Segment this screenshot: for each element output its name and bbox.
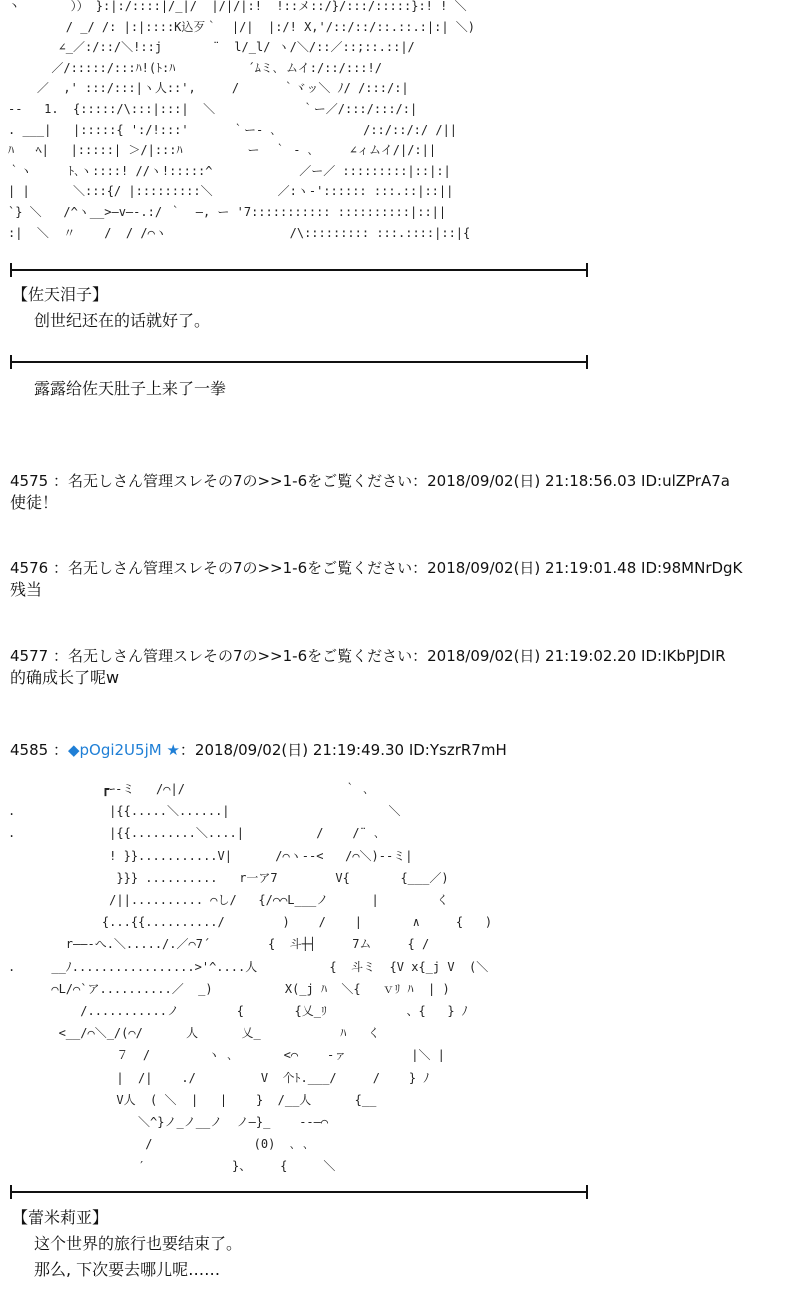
trip-code: ◆pOgi2U5jM ★	[67, 741, 180, 759]
ascii-art-line: / (0) ､ ､	[8, 1137, 309, 1152]
post-header: 4576 ：名无しさん管理スレその7の>>1-6をご覧ください：2018/09/02(日) 21:19:01.48 ID:98MNrDgK	[10, 559, 743, 577]
post-header-4585	[10, 740, 507, 760]
ascii-art-line: ＼^}ノ_ノ__ノ ノ―}_ --―⌒	[8, 1115, 329, 1130]
ascii-art-line: ｀ヽ ﾄ､ヽ::::! //ヽ!:::::^ ／ー／ :::::::::|::|:|	[8, 163, 451, 178]
ascii-art-line: ／/:::::/:::ﾊ!(ﾄ:ﾊ ´ﾑミ､ ムイ:/::/:::!/	[8, 60, 382, 75]
ascii-art-line: }}} .......... r一ア7 V{ {___／)	[8, 870, 449, 885]
post-body: 残当	[10, 580, 43, 599]
ascii-art-line: `} ＼ /^ヽ__>―v―-.:/ ｀ ―, ー '7::::::::::: ::::::::::|::||	[8, 204, 447, 219]
ascii-art-line: {...{{........../ ) / | ∧ { )	[8, 915, 493, 930]
divider-top	[10, 263, 588, 277]
post-header: 4575 ：名无しさん管理スレその7の>>1-6をご覧ください：2018/09/02(日) 21:18:56.03 ID:ulZPrA7a	[10, 472, 730, 490]
dialog-speaker: 【蕾米莉亚】	[12, 1208, 109, 1227]
ascii-art-line: / _/ /: |:|::::K込歹｀ |/| |:/! X,'/::/::/::.::.:|:| ＼)	[8, 19, 476, 34]
ascii-art-line: V人 ( ＼ | | } /__人 {__	[8, 1092, 377, 1107]
post-body: 使徒！	[10, 493, 59, 512]
divider-bottom	[10, 1185, 588, 1199]
ascii-art-line: /||.......... ⌒し/ {/⌒⌒L___ノ | く	[8, 893, 449, 908]
ascii-art-top	[8, 0, 798, 243]
ascii-art-line: :| ＼ 〃 / / /⌒ヽ /\::::::::: :::.::::|::|{	[8, 225, 471, 240]
post-number: 4585 ：	[10, 741, 68, 759]
ascii-art-line: ∠_／:/::/＼!::j ¨ l/_l/ ヽ/＼/::／::;::.::|/	[8, 40, 415, 55]
ascii-art-line: ! }}...........V| /⌒ヽ--< /⌒＼)--ミ|	[8, 848, 413, 863]
ascii-art-line: ﾊ ﾍ| |:::::| ＞/|:::ﾊ ー ｀ - ､ ∠ィムイ/|/:||	[8, 143, 437, 158]
ascii-art-line: . ___| |:::::{ ':/!:::' ｀ー- ､ /::/::/:/ /||	[8, 122, 458, 137]
post-header: 4577 ：名无しさん管理スレその7の>>1-6をご覧ください：2018/09/02(日) 21:19:02.20 ID:IKbPJDIR	[10, 647, 726, 665]
narration-text: 露露给佐天肚子上来了一拳	[34, 379, 227, 398]
ascii-art-line: ７ / ヽ ､ <⌒ -ァ |＼ |	[8, 1048, 445, 1063]
ascii-art-remilia	[8, 778, 798, 1178]
divider-middle	[10, 355, 588, 369]
ascii-art-line: -- 1. {:::::/\:::|:::| ＼ ｀ー／/:::/:::/:|	[8, 101, 418, 116]
dialog-line: 创世纪还在的话就好了。	[34, 311, 211, 330]
dialog-speaker: 【佐天泪子】	[12, 285, 109, 304]
ascii-art-line: . |{{.....＼......| ＼	[8, 804, 401, 819]
ascii-art-line: 丶 ）） }:|:/::::|/_|/ |/|/|:! !::メ::/}/:::/:::::}:! ! ＼	[8, 0, 467, 13]
dialog-line: 那么, 下次要去哪儿呢……	[34, 1260, 221, 1279]
ascii-art-line: . |{{.........＼....| / /¨ ､	[8, 826, 381, 841]
ascii-art-line: | /| ./ V 个ﾄ.___/ / } ﾉ	[8, 1070, 430, 1085]
ascii-art-line: ┏ｰ-ミ /⌒|/ ｀ ､	[8, 782, 370, 796]
dialog-line: 这个世界的旅行也要结束了。	[34, 1234, 243, 1253]
ascii-art-line: ／ ,' :::/:::|ヽ人::', / ｀ヾッ＼ ﾉ/ /:::/:|	[8, 81, 409, 96]
post-body: 的确成长了呢w	[10, 668, 120, 687]
ascii-art-line: ′ }、 { ＼	[8, 1159, 336, 1174]
post-meta: ：2018/09/02(日) 21:19:49.30 ID:YszrR7mH	[179, 741, 507, 759]
ascii-art-line: ⌒L/⌒`ア..........／ _) X(_j ﾊ ＼{ ｖﾘ ﾊ | )	[8, 981, 450, 996]
ascii-art-line: <__/⌒＼_/(⌒/ 人 乂_ ﾊ く	[8, 1026, 380, 1041]
ascii-art-line: . __ﾉ.................>'^....人 { 斗ミ {V x{_j V (＼	[8, 959, 489, 974]
ascii-art-line: r――-へ.＼...../.／⌒7´ { 斗┼┤ 7ム { /	[8, 937, 430, 952]
ascii-art-line: | | ＼:::{/ |:::::::::＼ ／:ヽ-':::::: :::.::|::||	[8, 184, 454, 199]
ascii-art-line: /...........ノ { {乂_ﾘ 、{ } ﾉ	[8, 1004, 468, 1019]
